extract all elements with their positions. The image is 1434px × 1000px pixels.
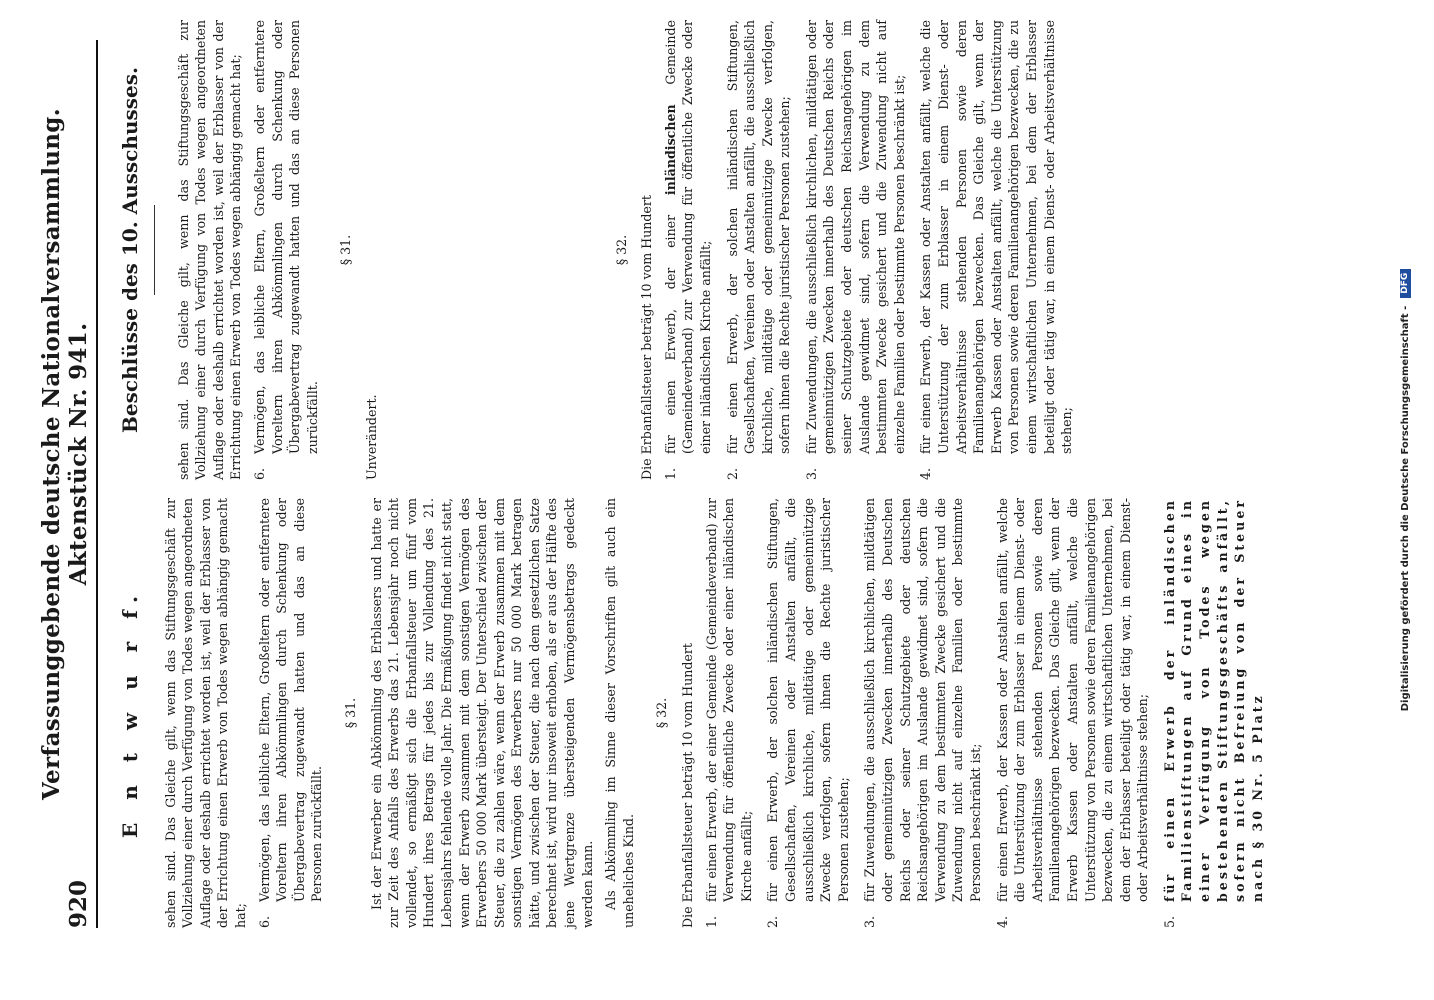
- column-beschluesse: [118, 20, 1085, 480]
- list-item: [917, 20, 1075, 480]
- list-item: [764, 498, 852, 928]
- item-number: 1.: [662, 467, 678, 480]
- list-item: [724, 20, 794, 480]
- item-list: [662, 20, 1076, 480]
- item-text: für einen Erwerb, der einer Gemeinde (Gemeindeverband) zur Verwendung für öffentliche Zwecke oder einer inländischen Kirche anfällt;: [703, 498, 754, 902]
- item-text-post: Gemeinde (Gemeindeverband) zur Verwendung für öffentliche Zwecke oder einer inländischen Kirche anfällt;: [662, 20, 713, 454]
- list-item: [256, 498, 326, 928]
- item-text-pre: für einen Erwerb, der einer: [662, 214, 678, 454]
- item-text: Vermögen, das leibliche Eltern, Großeltern oder entferntere Voreltern ihren Abkömmlingen durch Schenkung oder Übergabevertrag zugewandt hatten und das an diese Personen zurückfällt.: [256, 498, 325, 902]
- item-text: Vermögen, das leibliche Eltern, Großeltern oder entferntere Voreltern ihren Abkömmlingen durch Schenkung oder Übergabevertrag zugewandt hatten und das an diese Personen zurückfällt.: [251, 20, 320, 454]
- section-32-heading: § 32.: [654, 697, 670, 729]
- item-number: 5.: [1161, 915, 1177, 928]
- item-text: für einen Erwerb, der Kassen oder Anstalten anfällt, welche die Unterstützung der zum Erblasser in einem Dienst- oder Arbeitsverhältnisse stehenden Personen sowie deren Familienangehörigen bezwecken. Das Gleiche gilt, wenn der Erwerb Kassen oder Anstalten anfällt, welche die Unterstützung von Personen sowie deren Familienangehörigen bezwecken, die zu einem wirtschaftlichen Unternehmen, bei dem der Erblasser beteiligt oder tätig war, in einem Dienst- oder Arbeitsverhältnisse stehen;: [994, 498, 1151, 902]
- item-text: für einen Erwerb der inländischen Familienstiftungen auf Grund eines in einer Verfügung von Todes wegen bestehenden Stiftungsgeschäfts anfällt, sofern nicht Befreiung von der Steuer nach § 30 Nr. 5 Platz: [1161, 498, 1265, 902]
- item-number: 3.: [862, 915, 878, 928]
- digitization-credit: [1400, 20, 1411, 960]
- heading-divider: [154, 205, 155, 295]
- item-text-emphasis: inländischen: [662, 104, 678, 196]
- item-number: 4.: [994, 915, 1010, 928]
- list-item: [251, 20, 321, 480]
- page-number: 920: [65, 879, 92, 928]
- page-title: Verfassunggebende deutsche Nationalversammlung. Aktenstück Nr. 941.: [38, 108, 92, 800]
- item-text: für Zuwendungen, die ausschließlich kirchlichen, mildtätigen oder gemeinnützigen Zwecken innerhalb des Deutschen Reichs oder seiner Schutzgebiete oder deutschen Reichsangehörigen im Auslande gewidmet sind, sofern die Verwendung zu dem bestimmten Zwecke gesichert und die Zuwendung nicht auf einzelne Familien oder bestimmte Personen beschränkt ist;: [803, 20, 907, 454]
- section-32-intro: Die Erbanfallsteuer beträgt 10 vom Hundert: [639, 195, 655, 480]
- item-number: 2.: [724, 467, 740, 480]
- item-text: für einen Erwerb, der solchen inländischen Stiftungen, Gesellschaften, Vereinen oder Anstalten anfällt, die ausschließlich kirchliche, mildtätige oder gemeinnützige Zwecke verfolgen, sofern ihnen die Rechte juristischer Personen zustehen;: [765, 498, 851, 902]
- item-number: 4.: [918, 467, 934, 480]
- list-item: [994, 498, 1152, 928]
- section-31-heading: § 31.: [338, 234, 354, 266]
- item-number: 2.: [765, 915, 781, 928]
- column-heading-beschluesse: Beschlüsse des 10. Ausschusses.: [118, 67, 142, 433]
- section-31-text: Unverändert.: [363, 394, 379, 480]
- item-number: 1.: [703, 915, 719, 928]
- item-list: [256, 498, 326, 928]
- item-number: 3.: [803, 467, 819, 480]
- list-item: [803, 20, 909, 480]
- section-32-intro: Die Erbanfallsteuer beträgt 10 vom Hundert: [680, 643, 696, 928]
- intro-paragraph: sehen sind. Das Gleiche gilt, wenn das Stiftungsgeschäft zur Vollziehung einer durch Verfügung von Todes wegen angeordneten Auflage oder deshalb errichtet worden ist, weil der Erblasser von der Errichtung einen Erwerb von Todes wegen abhängig gemacht hat;: [162, 498, 248, 928]
- item-list: [251, 20, 321, 480]
- column-heading-entwurf: E n t w u r f.: [118, 588, 142, 838]
- column-spacer: [387, 20, 597, 480]
- item-text: [662, 20, 715, 454]
- section-31-heading: § 31.: [342, 697, 358, 729]
- page-header: [38, 40, 98, 928]
- item-text: für Zuwendungen, die ausschließlich kirchlichen, mildtätigen oder gemeinnützigen Zwecken innerhalb des Deutschen Reichs oder seiner Schutzgebiete oder deutschen Reichsangehörigen im Auslande gewidmet sind, sofern die Verwendung zu dem bestimmten Zwecke gesichert und die Zuwendung nicht auf einzelne Familien oder bestimmte Personen beschränkt ist;: [862, 498, 983, 902]
- column-entwurf: [118, 498, 1275, 928]
- list-item: [662, 20, 715, 480]
- intro-paragraph: sehen sind. Das Gleiche gilt, wenn das Stiftungsgeschäft zur Vollziehung einer durch Verfügung von Todes wegen angeordneten Auflage oder deshalb errichtet worden ist, weil der Erblasser von der Errichtung einen Erwerb von Todes wegen abhängig gemacht hat;: [175, 20, 244, 480]
- item-list: [703, 498, 1267, 928]
- section-31-text-2: Als Abkömmling im Sinne dieser Vorschriften gilt auch ein uneheliches Kind.: [603, 498, 636, 928]
- item-text: für einen Erwerb, der solchen inländischen Stiftungen, Gesellschaften, Vereinen oder Anstalten anfällt, die ausschließlich kirchliche, mildtätige oder gemeinnützige Zwecke verfolgen, sofern ihnen die Rechte juristischer Personen zustehen;: [724, 20, 793, 454]
- credit-text: Digitalisierung gefördert durch die Deutsche Forschungsgemeinschaft -: [1400, 305, 1411, 712]
- section-31-text: Ist der Erwerber ein Abkömmling des Erblassers und hatte er zur Zeit des Anfalls des Erwerbs das 21. Lebensjahr noch nicht vollendet, so ermäßigt sich die Erbanfallsteuer um fünf vom Hundert ihres Betrags für jedes bis zur Vollendung des 21. Lebensjahrs fehlende volle Jahr. Die Ermäßigung findet nicht statt, wenn der Erwerb zusammen mit dem sonstigen Vermögen des Erwerbers 50 000 Mark übersteigt. Der Unterschied zwischen der Steuer, die zu zahlen wäre, wenn der Erwerb zusammen mit dem sonstigen Vermögen des Erwerbers nur 50 000 Mark betragen hätte, und zwischen der Steuer, die nach dem gesetzlichen Satze berechnet ist, wird nur insoweit erhoben, als er aus der Hälfte des jene Wertgrenze übersteigenden Vermögensbetrags gedeckt werden kann.: [368, 498, 595, 928]
- item-number: 6.: [251, 467, 267, 480]
- item-text: für einen Erwerb, der Kassen oder Anstalten anfällt, welche die Unterstützung der zum Erblasser in einem Dienst- oder Arbeitsverhältnisse stehenden Personen sowie deren Familienangehörigen bezwecken. Das Gleiche gilt, wenn der Erwerb Kassen oder Anstalten anfällt, welche die Unterstützung von Personen sowie deren Familienangehörigen bezwecken, die zu einem wirtschaftlichen Unternehmen, bei dem der Erblasser beteiligt oder tätig war, in einem Dienst- oder Arbeitsverhältnisse stehen;: [918, 20, 1075, 454]
- list-item: [703, 498, 756, 928]
- item-number: 6.: [256, 915, 272, 928]
- list-item: [861, 498, 984, 928]
- list-item: [1161, 498, 1267, 928]
- section-32-heading: § 32.: [613, 234, 629, 266]
- dfg-logo: DFG: [1400, 269, 1411, 298]
